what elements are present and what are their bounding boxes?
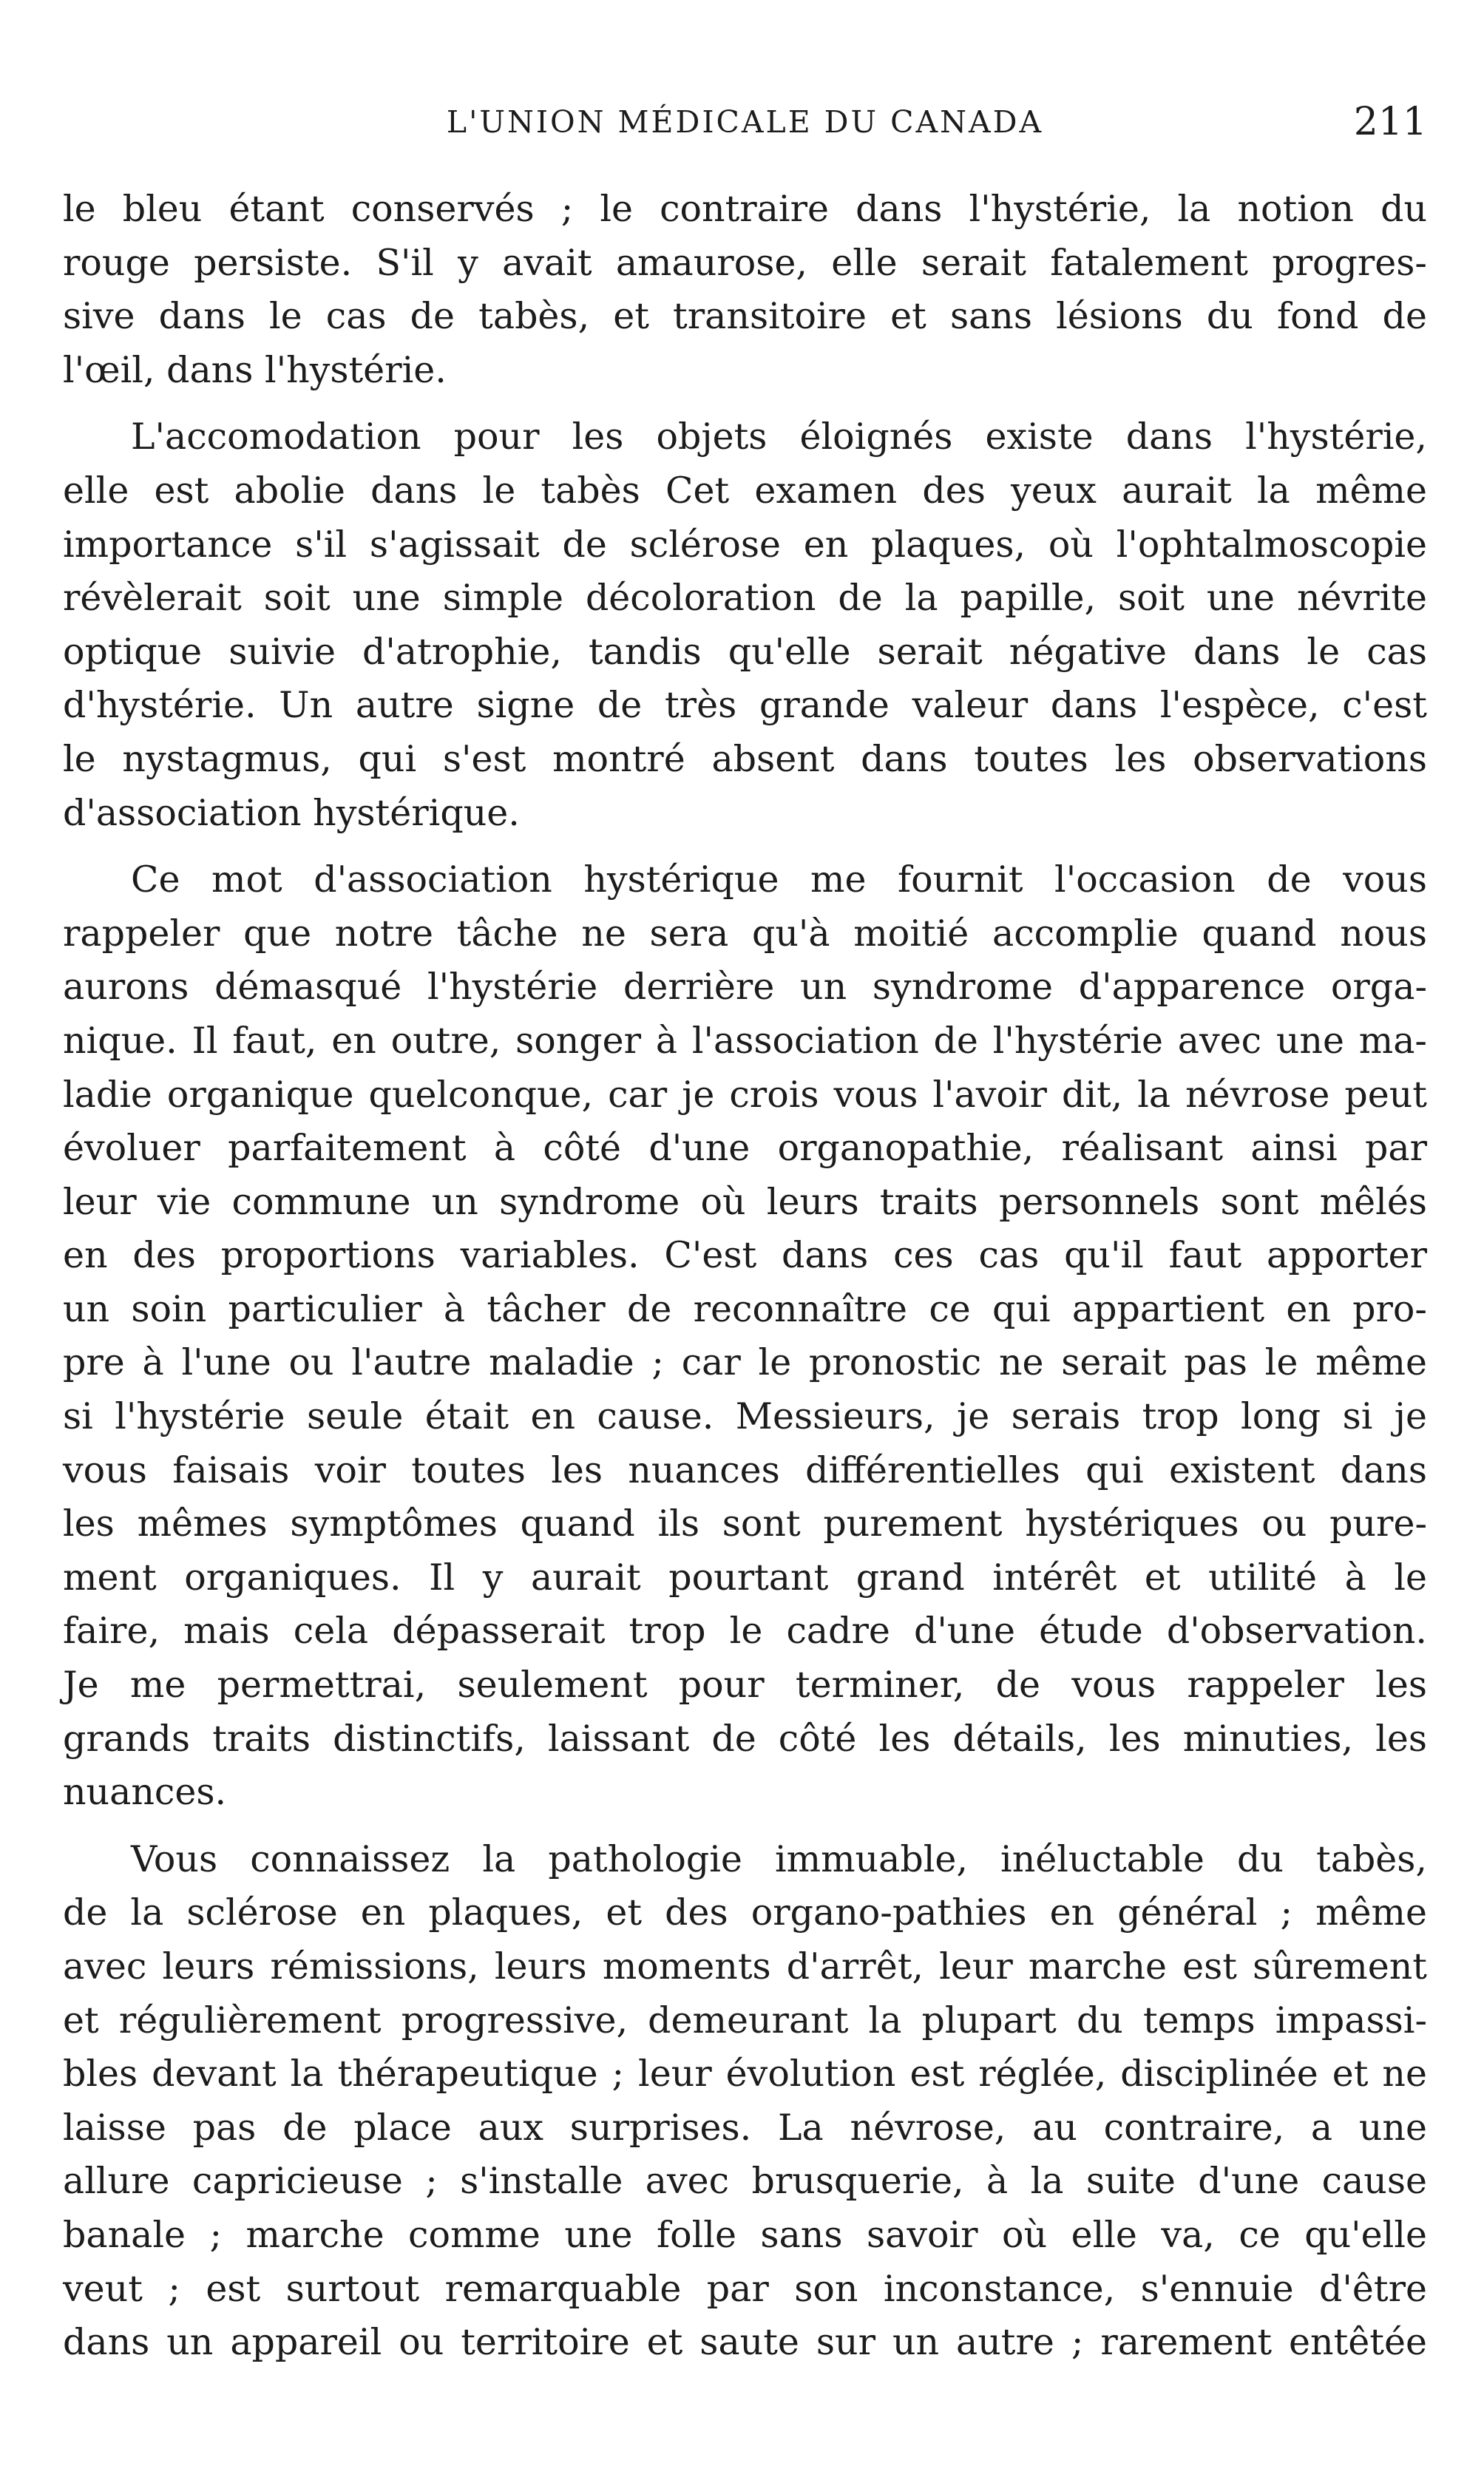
body-text: [63, 183, 1427, 2370]
text-line: aurons démasqué l'hystérie derrière un syndrome d'apparence orga-: [63, 966, 1427, 1009]
text-line: le bleu étant conservés ; le contraire dans l'hystérie, la notion du: [63, 188, 1427, 230]
text-line: avec leurs rémissions, leurs moments d'arrêt, leur marche est sûrement: [63, 1945, 1427, 1988]
text-line: rouge persiste. S'il y avait amaurose, elle serait fatalement progres-: [63, 241, 1427, 284]
text-line: Ce mot d'association hystérique me fournit l'occasion de vous: [131, 858, 1427, 901]
text-line: dans un appareil ou territoire et saute sur un autre ; rarement entêtée: [63, 2321, 1427, 2364]
text-line: leur vie commune un syndrome où leurs traits personnels sont mêlés: [63, 1180, 1427, 1223]
text-line: de la sclérose en plaques, et des organo-pathies en général ; même: [63, 1891, 1427, 1934]
running-header: [63, 100, 1427, 152]
text-line: laisse pas de place aux surprises. La névrose, au contraire, a une: [63, 2106, 1427, 2149]
text-line: sive dans le cas de tabès, et transitoire et sans lésions du fond de: [63, 295, 1427, 338]
text-line: Vous connaissez la pathologie immuable, inéluctable du tabès,: [131, 1837, 1427, 1880]
text-line: elle est abolie dans le tabès Cet examen des yeux aurait la même: [63, 469, 1427, 512]
text-line: Je me permettrai, seulement pour terminer, de vous rappeler les: [63, 1664, 1427, 1707]
text-line: allure capricieuse ; s'installe avec brusquerie, à la suite d'une cause: [63, 2160, 1427, 2203]
paragraph-3: [63, 853, 1427, 1820]
text-line: bles devant la thérapeutique ; leur évolution est réglée, disciplinée et ne: [63, 2053, 1427, 2096]
text-line: ladie organique quelconque, car je crois vous l'avoir dit, la névrose peut: [63, 1073, 1427, 1116]
page-number: 211: [1353, 100, 1427, 144]
text-line: optique suivie d'atrophie, tandis qu'elle serait négative dans le cas: [63, 630, 1427, 673]
text-line: d'association hystérique.: [63, 791, 520, 834]
text-line: grands traits distinctifs, laissant de côté les détails, les minuties, les: [63, 1717, 1427, 1760]
text-line: révèlerait soit une simple décoloration de la papille, soit une névrite: [63, 577, 1427, 620]
text-line: pre à l'une ou l'autre maladie ; car le pronostic ne serait pas le même: [63, 1341, 1427, 1384]
text-line: faire, mais cela dépasserait trop le cadre d'une étude d'observation.: [63, 1610, 1427, 1653]
text-line: ment organiques. Il y aurait pourtant grand intérêt et utilité à le: [63, 1556, 1427, 1599]
document-page: [63, 100, 1427, 2370]
text-line: banale ; marche comme une folle sans savoir où elle va, ce qu'elle: [63, 2213, 1427, 2256]
text-line: en des proportions variables. C'est dans ces cas qu'il faut apporter: [63, 1234, 1427, 1277]
paragraph-1: [63, 183, 1427, 397]
text-line: nuances.: [63, 1771, 227, 1814]
text-line: un soin particulier à tâcher de reconnaître ce qui appartient en pro-: [63, 1287, 1427, 1330]
journal-title: L'UNION MÉDICALE DU CANADA: [446, 104, 1044, 140]
text-line: le nystagmus, qui s'est montré absent dans toutes les observations: [63, 737, 1427, 780]
text-line: et régulièrement progressive, demeurant la plupart du temps impassi-: [63, 1999, 1427, 2042]
text-line: veut ; est surtout remarquable par son inconstance, s'ennuie d'être: [63, 2267, 1427, 2310]
paragraph-2: [63, 410, 1427, 840]
text-line: nique. Il faut, en outre, songer à l'association de l'hystérie avec une ma-: [63, 1019, 1427, 1062]
text-line: l'œil, dans l'hystérie.: [63, 348, 447, 391]
text-line: les mêmes symptômes quand ils sont purement hystériques ou pure-: [63, 1502, 1427, 1545]
text-line: vous faisais voir toutes les nuances différentielles qui existent dans: [63, 1449, 1427, 1491]
text-line: d'hystérie. Un autre signe de très grande valeur dans l'espèce, c'est: [63, 684, 1427, 727]
text-line: L'accomodation pour les objets éloignés existe dans l'hystérie,: [131, 416, 1427, 458]
text-line: si l'hystérie seule était en cause. Messieurs, je serais trop long si je: [63, 1395, 1427, 1438]
text-line: évoluer parfaitement à côté d'une organopathie, réalisant ainsi par: [63, 1127, 1427, 1170]
paragraph-4: [63, 1833, 1427, 2370]
text-line: rappeler que notre tâche ne sera qu'à moitié accomplie quand nous: [63, 912, 1427, 955]
text-line: importance s'il s'agissait de sclérose en plaques, où l'ophtalmoscopie: [63, 523, 1427, 566]
